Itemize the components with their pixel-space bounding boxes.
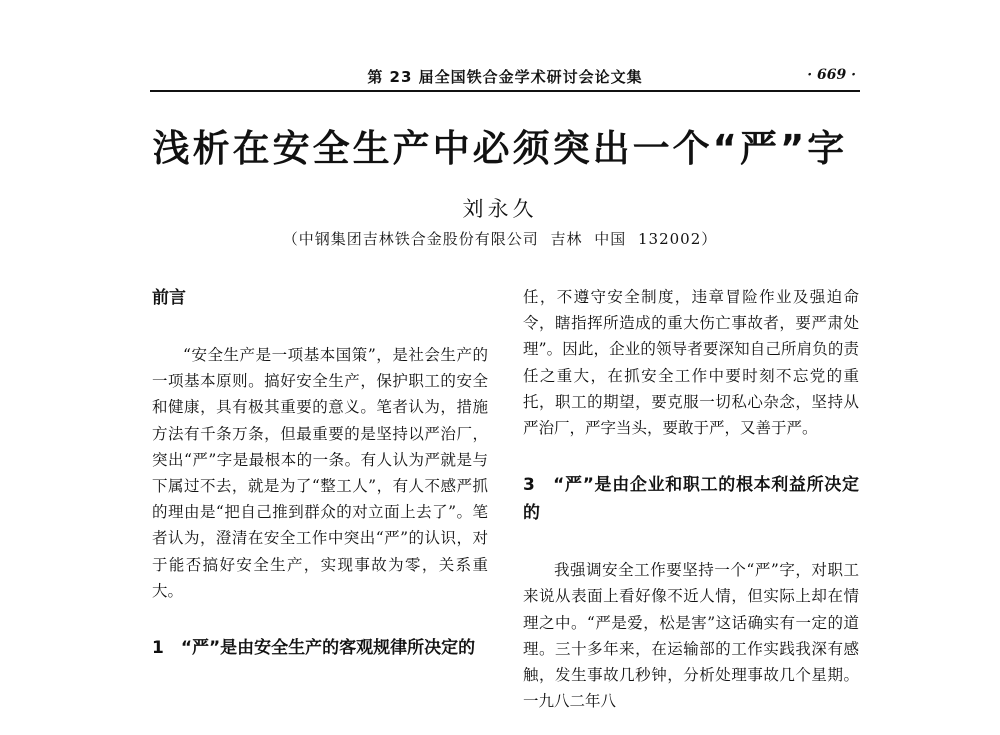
author-affiliation: （中钢集团吉林铁合金股份有限公司 吉林 中国 132002）: [282, 230, 718, 248]
section-3-heading: 3 “严”是由企业和职工的根本利益所决定的: [523, 475, 859, 524]
paper-title: 浅析在安全生产中必须突出一个“严”字: [152, 127, 848, 170]
section-3-paragraph: 我强调安全工作要坚持一个“严”字，对职工来说从表面上看好像不近人情，但实际上却在情理之中。“严是爱，松是害”这话确实有一定的道理。三十多年来，在运输部的工作实践我深有感触，发生事故几秒钟，分析处理事故几个星期。一九八二年八: [523, 561, 859, 711]
preface-paragraph: “安全生产是一项基本国策”，是社会生产的一项基本原则。搞好安全生产，保护职工的安全和健康，具有极其重要的意义。笔者认为，措施方法有千条万条，但最重要的是坚持以严治厂，突出“严”字是最根本的一条。有人认为严就是与下属过不去，就是为了“整工人”，有人不感严抓的理由是“把自己推到群众的对立面上去了”。笔者认为，澄清在安全工作中突出“严”的认识，对于能否搞好安全生产，实现事故为零，关系重大。: [152, 346, 488, 600]
section-1-heading: 1 “严”是由安全生产的客观规律所决定的: [152, 638, 476, 659]
right-column: [523, 284, 859, 714]
author-name: 刘永久: [462, 197, 538, 221]
page-number: · 669 ·: [807, 67, 856, 83]
continuation-paragraph: 任，不遵守安全制度，违章冒险作业及强迫命令，瞎指挥所造成的重大伤亡事故者，要严肃处理”。因此，企业的领导者要深知自己所肩负的责任之重大，在抓安全工作中要时刻不忘党的重托，职工的期望，要克服一切私心杂念，坚持从严治厂，严字当头，要敢于严，又善于严。: [523, 288, 859, 438]
preface-heading: 前言: [152, 288, 186, 308]
running-header: [150, 62, 860, 92]
left-column: [152, 284, 488, 662]
journal-title: 第 23 届全国铁合金学术研讨会论文集: [367, 68, 643, 86]
